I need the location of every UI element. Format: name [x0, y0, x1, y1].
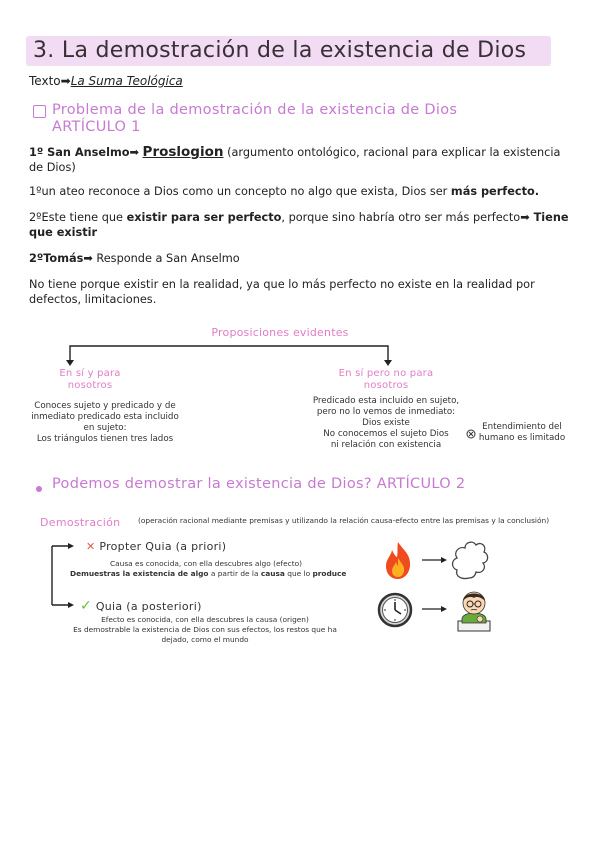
propter-bold2: causa [260, 569, 285, 578]
right-text-line: Predicado esta incluido en sujeto, [312, 396, 460, 406]
right-label-line: nosotros [363, 380, 409, 391]
tomas-label: 2ºTomás [29, 252, 84, 265]
right-text-line: ni relación con existencia [330, 440, 442, 450]
propter-mid: a partir de la [208, 569, 261, 578]
arrow-icon: ➡ [520, 211, 530, 224]
point2-text: 2ºEste tiene que [29, 211, 127, 224]
quia-line3: dejado, como el mundo [161, 635, 249, 644]
arrow-icon: ➡ [60, 74, 71, 88]
propter-bold3: produce [312, 569, 347, 578]
arrow-down-icon [66, 360, 74, 366]
left-text-line: Conoces sujeto y predicado y de [34, 401, 176, 411]
far-right-line: Entendimiento del [482, 422, 562, 432]
propter-bold1: Demuestras la existencia de algo [70, 569, 209, 578]
texto-label: Texto [29, 74, 61, 88]
demostracion-desc: (operación racional mediante premisas y utilizando la relación causa-efecto entre las premisas y la conclusión) [138, 516, 550, 525]
book-title: La Suma Teológica [70, 74, 183, 88]
smoke-icon [449, 536, 489, 582]
left-label-line: nosotros [67, 380, 113, 391]
left-text-line: en sujeto: [83, 423, 127, 433]
left-label-line: En sí y para [59, 368, 121, 379]
point2-bold2: Tiene que existir [29, 211, 569, 239]
anselmo-desc: (argumento ontológico, racional para explicar la existencia de Dios) [29, 146, 561, 174]
clock-icon [377, 592, 413, 628]
point2-mid: , porque sino habría otro ser más perfecto [281, 211, 521, 224]
quia-title-text: Quia (a posteriori) [95, 600, 202, 613]
left-text-line: Los triángulos tienen tres lados [36, 434, 174, 444]
right-text-line: No conocemos el sujeto Dios [323, 429, 449, 439]
arrow-icon: ➡ [129, 146, 139, 159]
propter-quia-title [86, 540, 226, 553]
page-title: 3. La demostración de la existencia de Dios [33, 38, 527, 63]
check-icon: ✓ [80, 598, 93, 614]
bullet-icon [36, 486, 42, 492]
arrow-icon: ➡ [83, 252, 93, 265]
left-label [40, 368, 140, 392]
fire-icon [383, 540, 413, 580]
section1-line2: ARTÍCULO 1 [52, 119, 141, 135]
quia-line1: Efecto es conocida, con ella descubres la causa (origen) [101, 615, 309, 624]
cross-icon: ✕ [86, 540, 96, 553]
propter-title-text: Propter Quia (a priori) [99, 540, 227, 553]
propter-line1: Causa es conocida, con ella descubres algo (efecto) [109, 559, 303, 568]
anselmo-label: 1º San Anselmo [29, 146, 130, 159]
right-text [300, 396, 472, 451]
quia-line2: Es demostrable la existencia de Dios con sus efectos, los restos que ha [73, 625, 337, 634]
quia-desc [60, 615, 350, 645]
left-text [20, 401, 190, 445]
limitations-paragraph: No tiene porque existir en la realidad, ya que lo más perfecto no existe en la realidad por defectos, limitaciones. [29, 278, 535, 306]
propter-mid2: que lo [284, 569, 313, 578]
point1-bold: más perfecto. [450, 185, 540, 198]
left-text-line: inmediato predicado esta incluido [31, 412, 179, 422]
right-text-line: Dios existe [362, 418, 410, 428]
right-label [316, 368, 456, 392]
proslogion-title: Proslogion [142, 144, 224, 160]
demostracion-label: Demostración [40, 516, 121, 529]
quia-title [80, 598, 202, 614]
propter-desc [70, 559, 347, 579]
tomas-text: Responde a San Anselmo [92, 252, 240, 265]
proposiciones-label: Proposiciones evidentes [211, 326, 349, 339]
section2-heading: Podemos demostrar la existencia de Dios? ARTÍCULO 2 [52, 476, 466, 492]
section1-line1: Problema de la demostración de la existencia de Dios [52, 102, 458, 118]
far-right-line: humano es limitado [478, 433, 566, 443]
arrow-down-icon [384, 360, 392, 366]
point1-text: 1ºun ateo reconoce a Dios como un concepto no algo que exista, Dios ser [29, 185, 451, 198]
right-label-line: En sí pero no para [338, 368, 434, 379]
far-right-text [474, 422, 570, 444]
right-text-line: pero no lo vemos de inmediato: [316, 407, 456, 417]
thinking-person-icon [454, 585, 494, 633]
point2-bold1: existir para ser perfecto [126, 211, 282, 224]
